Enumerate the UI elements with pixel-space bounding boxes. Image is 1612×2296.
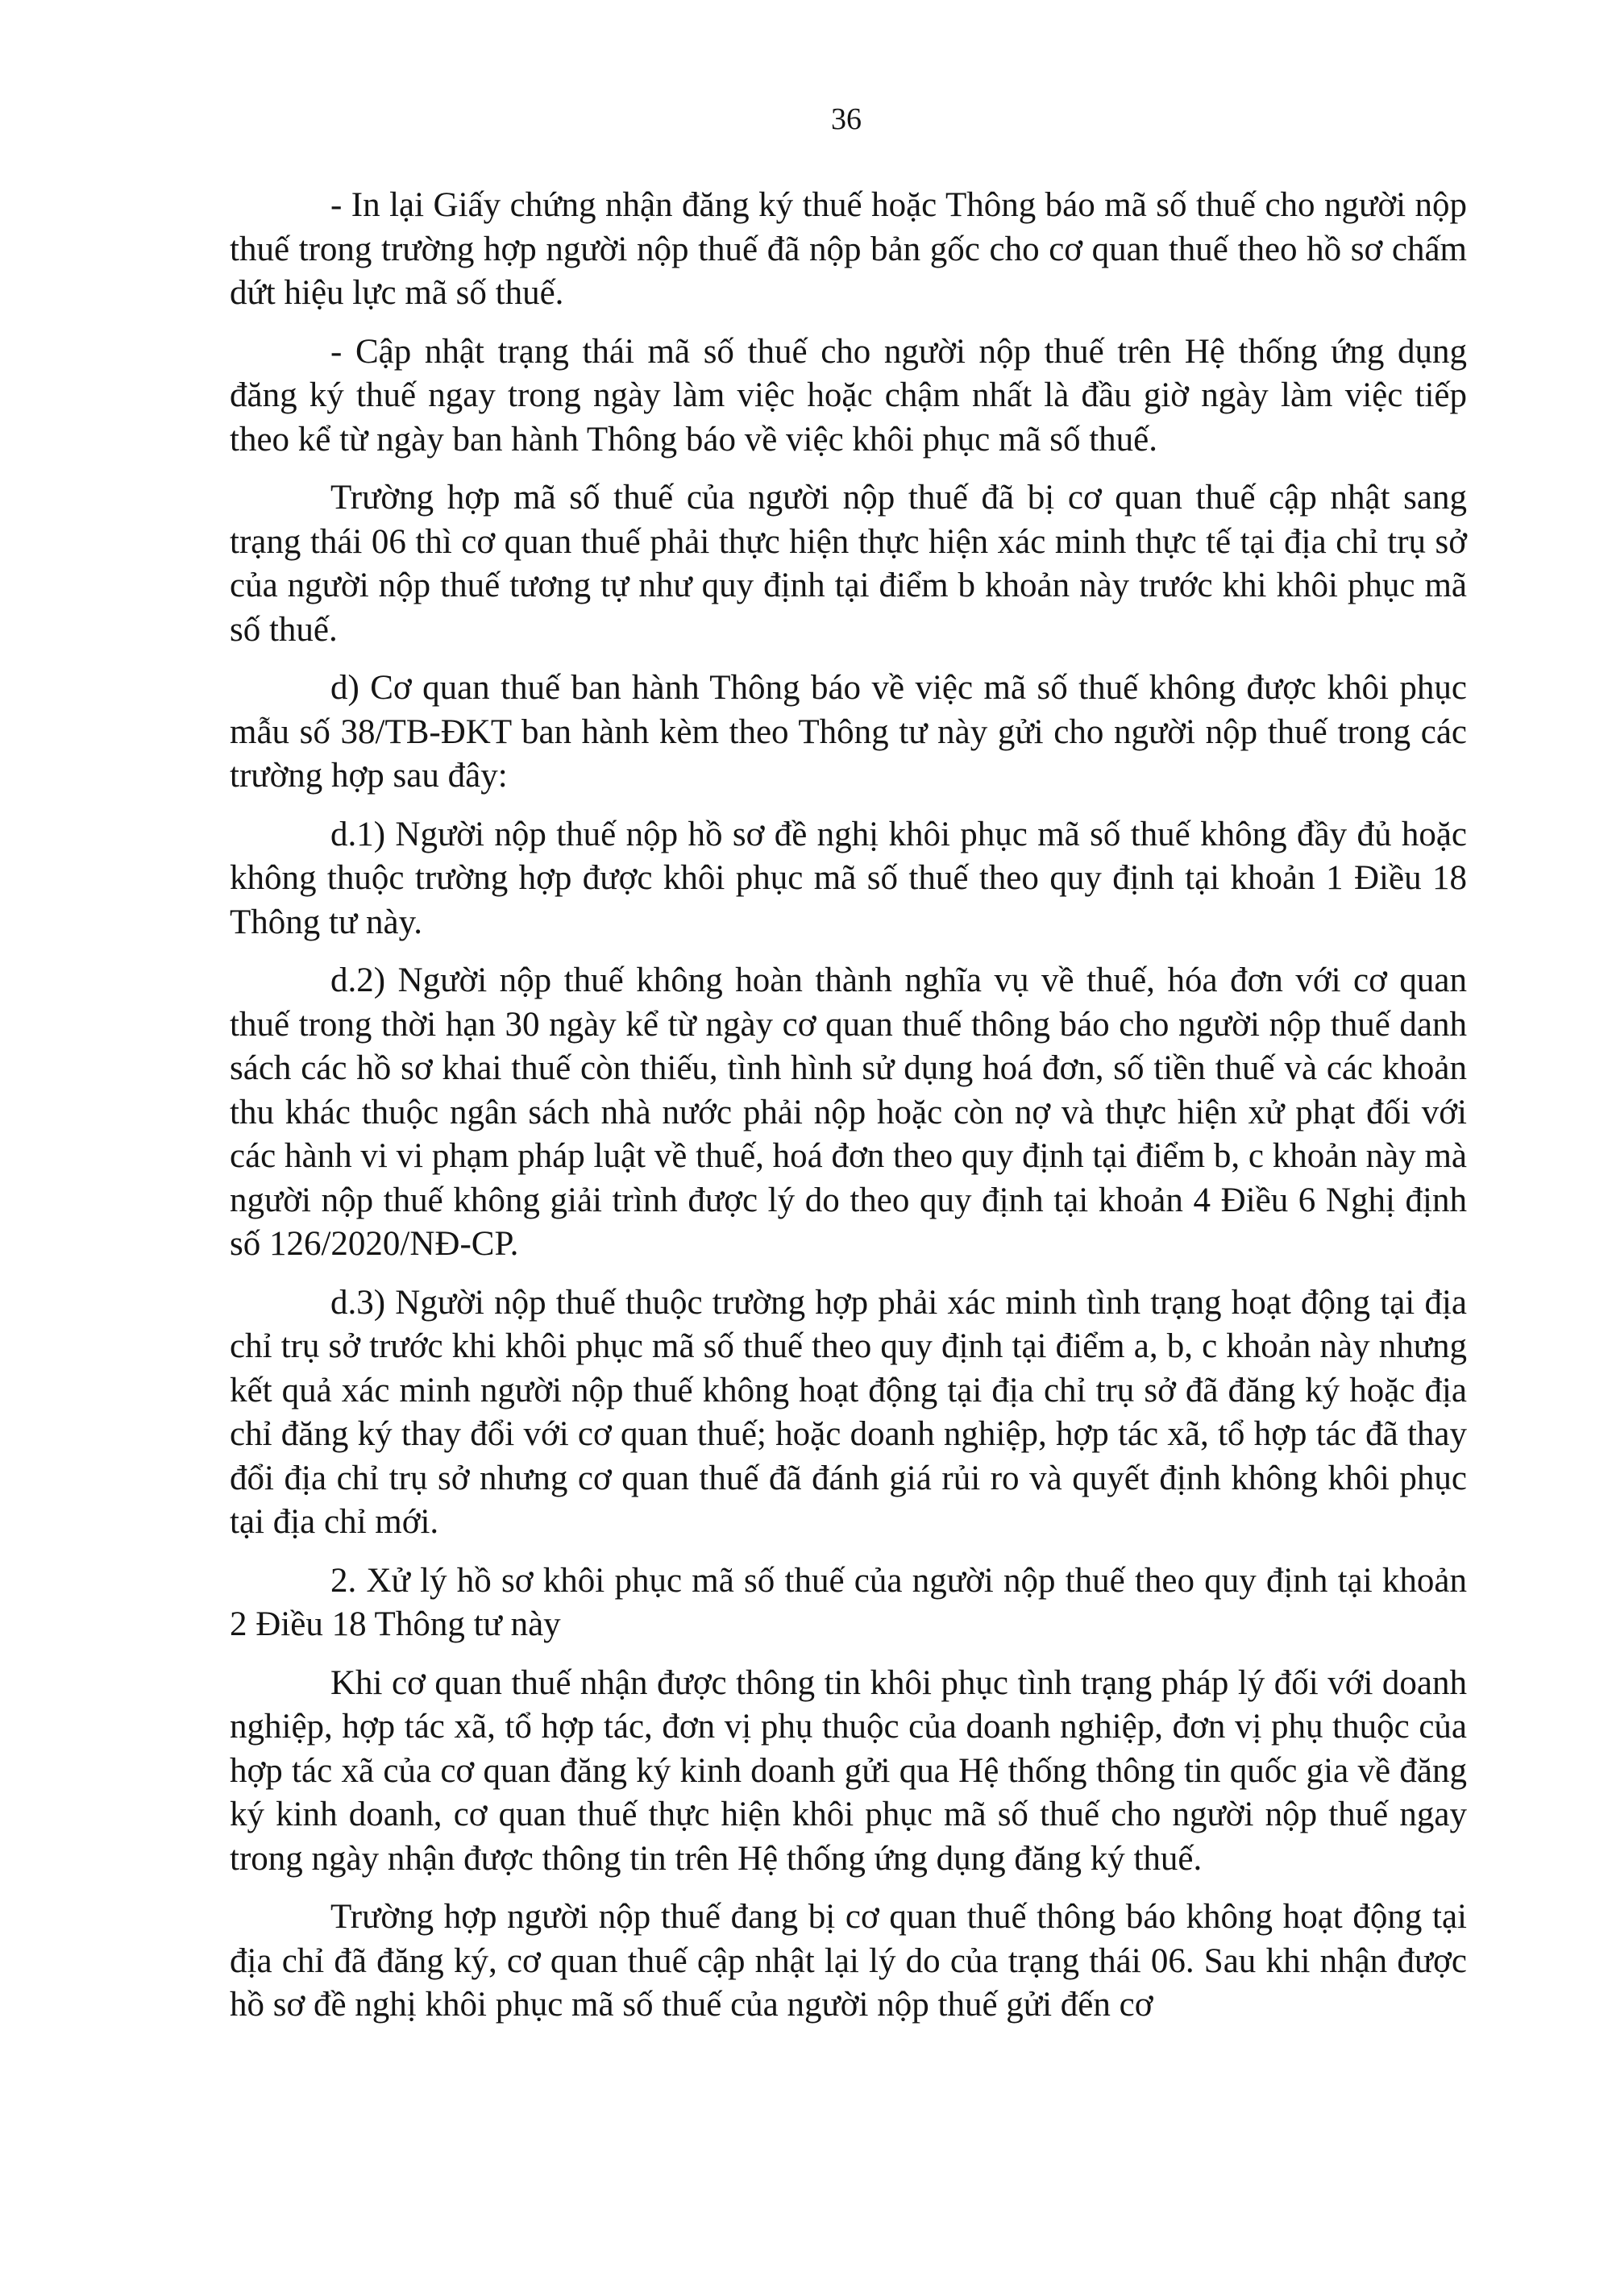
paragraph-clause-d2: d.2) Người nộp thuế không hoàn thành nghĩa vụ về thuế, hóa đơn với cơ quan thuế trong thời hạn 30 ngày kể từ ngày cơ quan thuế thông báo cho người nộp thuế danh sách các hồ sơ khai thuế còn thiếu, tình hình sử dụng hoá đơn, số tiền thuế và các khoản thu khác thuộc ngân sách nhà nước phải nộp hoặc còn nợ và thực hiện xử phạt đối với các hành vi vi phạm pháp luật về thuế, hoá đơn theo quy định tại điểm b, c khoản này mà người nộp thuế không giải trình được lý do theo quy định tại khoản 4 Điều 6 Nghị định số 126/2020/NĐ-CP.: [230, 961, 1467, 1263]
paragraph-clause-d1: d.1) Người nộp thuế nộp hồ sơ đề nghị khôi phục mã số thuế không đầy đủ hoặc không thuộc trường hợp được khôi phục mã số thuế theo quy định tại khoản 1 Điều 18 Thông tư này.: [230, 815, 1467, 941]
paragraph-section-2-heading: 2. Xử lý hồ sơ khôi phục mã số thuế của người nộp thuế theo quy định tại khoản 2 Điều 18 Thông tư này: [230, 1561, 1467, 1643]
paragraph-clause-d: d) Cơ quan thuế ban hành Thông báo về việc mã số thuế không được khôi phục mẫu số 38/TB-ĐKT ban hành kèm theo Thông tư này gửi cho người nộp thuế trong các trường hợp sau đây:: [230, 669, 1467, 795]
document-body: [230, 184, 1467, 2042]
paragraph-reprint-certificate: - In lại Giấy chứng nhận đăng ký thuế hoặc Thông báo mã số thuế cho người nộp thuế trong trường hợp người nộp thuế đã nộp bản gốc cho cơ quan thuế theo hồ sơ chấm dứt hiệu lực mã số thuế.: [230, 186, 1467, 312]
paragraph-update-status: - Cập nhật trạng thái mã số thuế cho người nộp thuế trên Hệ thống ứng dụng đăng ký thuế ngay trong ngày làm việc hoặc chậm nhất là đầu giờ ngày làm việc tiếp theo kể từ ngày ban hành Thông báo về việc khôi phục mã số thuế.: [230, 332, 1467, 459]
page-number: 36: [831, 102, 862, 136]
paragraph-not-operating-case: Trường hợp người nộp thuế đang bị cơ quan thuế thông báo không hoạt động tại địa chỉ đã đăng ký, cơ quan thuế cập nhật lại lý do của trạng thái 06. Sau khi nhận được hồ sơ đề nghị khôi phục mã số thuế của người nộp thuế gửi đến cơ: [230, 1898, 1467, 2024]
paragraph-legal-status-restore: Khi cơ quan thuế nhận được thông tin khôi phục tình trạng pháp lý đối với doanh nghiệp, hợp tác xã, tổ hợp tác, đơn vị phụ thuộc của doanh nghiệp, đơn vị phụ thuộc của hợp tác xã của cơ quan đăng ký kinh doanh gửi qua Hệ thống thông tin quốc gia về đăng ký kinh doanh, cơ quan thuế thực hiện khôi phục mã số thuế cho người nộp thuế ngay trong ngày nhận được thông tin trên Hệ thống ứng dụng đăng ký thuế.: [230, 1663, 1467, 1878]
paragraph-clause-d3: d.3) Người nộp thuế thuộc trường hợp phải xác minh tình trạng hoạt động tại địa chỉ trụ sở trước khi khôi phục mã số thuế theo quy định tại điểm a, b, c khoản này nhưng kết quả xác minh người nộp thuế không hoạt động tại địa chỉ trụ sở đã đăng ký hoặc địa chỉ đăng ký thay đổi với cơ quan thuế; hoặc doanh nghiệp, hợp tác xã, tổ hợp tác đã thay đổi địa chỉ trụ sở nhưng cơ quan thuế đã đánh giá rủi ro và quyết định không khôi phục tại địa chỉ mới.: [230, 1283, 1467, 1541]
paragraph-status-06-verification: Trường hợp mã số thuế của người nộp thuế đã bị cơ quan thuế cập nhật sang trạng thái 06 thì cơ quan thuế phải thực hiện thực hiện xác minh thực tế tại địa chỉ trụ sở của người nộp thuế tương tự như quy định tại điểm b khoản này trước khi khôi phục mã số thuế.: [230, 479, 1467, 649]
